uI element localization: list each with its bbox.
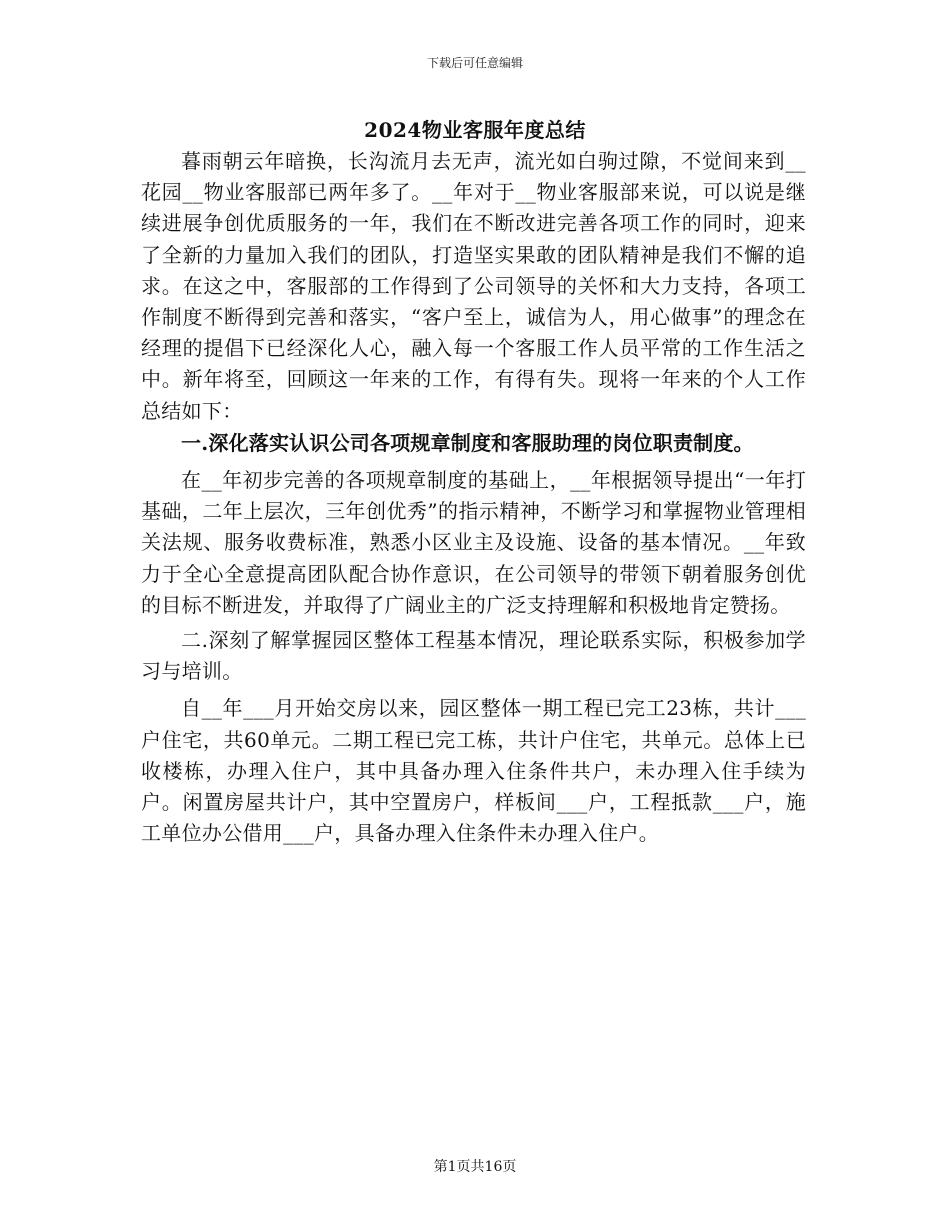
header-note: 下载后可任意编辑 [426, 56, 523, 70]
section-1-paragraph: 在__年初步完善的各项规章制度的基础上，__年根据领导提出“一年打基础，二年上层次，三年创优秀”的指示精神，不断学习和掌握物业管理相关法规、服务收费标准，熟悉小区业主及设施、设备的基本情况。__年致力于全心全意提高团队配合协作意识，在公司领导的带领下朝着服务创优的目标不断进发，并取得了广阔业主的广泛支持理解和积极地肯定赞扬。 [141, 468, 806, 617]
page-footer: 第1页共16页 [433, 1159, 517, 1175]
document-title: 2024物业客服年度总结 [364, 118, 586, 142]
section-heading-1: 一.深化落实认识公司各项规章制度和客服助理的岗位职责制度。 [181, 430, 754, 455]
document-body [141, 146, 806, 849]
intro-paragraph: 暮雨朝云年暗换，长沟流月去无声，流光如白驹过隙，不觉间来到__花园__物业客服部已两年多了。__年对于__物业客服部来说，可以说是继续进展争创优质服务的一年，我们在不断改进完善各项工作的同时，迎来了全新的力量加入我们的团队，打造坚实果敢的团队精神是我们不懈的追求。在这之中，客服部的工作得到了公司领导的关怀和大力支持，各项工作制度不断得到完善和落实，“客户至上，诚信为人，用心做事”的理念在经理的提倡下已经深化人心，融入每一个客服工作人员平常的工作生活之中。新年将至，回顾这一年来的工作，有得有失。现将一年来的个人工作总结如下： [141, 149, 806, 423]
section-2-paragraph: 自__年___月开始交房以来，园区整体一期工程已完工23栋，共计___户住宅，共60单元。二期工程已完工栋，共计户住宅，共单元。总体上已收楼栋，办理入住户，其中具备办理入住条件共户，未办理入住手续为户。闲置房屋共计户，其中空置房户，样板间___户，工程抵款___户，施工单位办公借用___户，具备办理入住条件未办理入住户。 [141, 696, 806, 846]
section-heading-2: 二.深刻了解掌握园区整体工程基本情况，理论联系实际，积极参加学习与培训。 [141, 628, 806, 684]
